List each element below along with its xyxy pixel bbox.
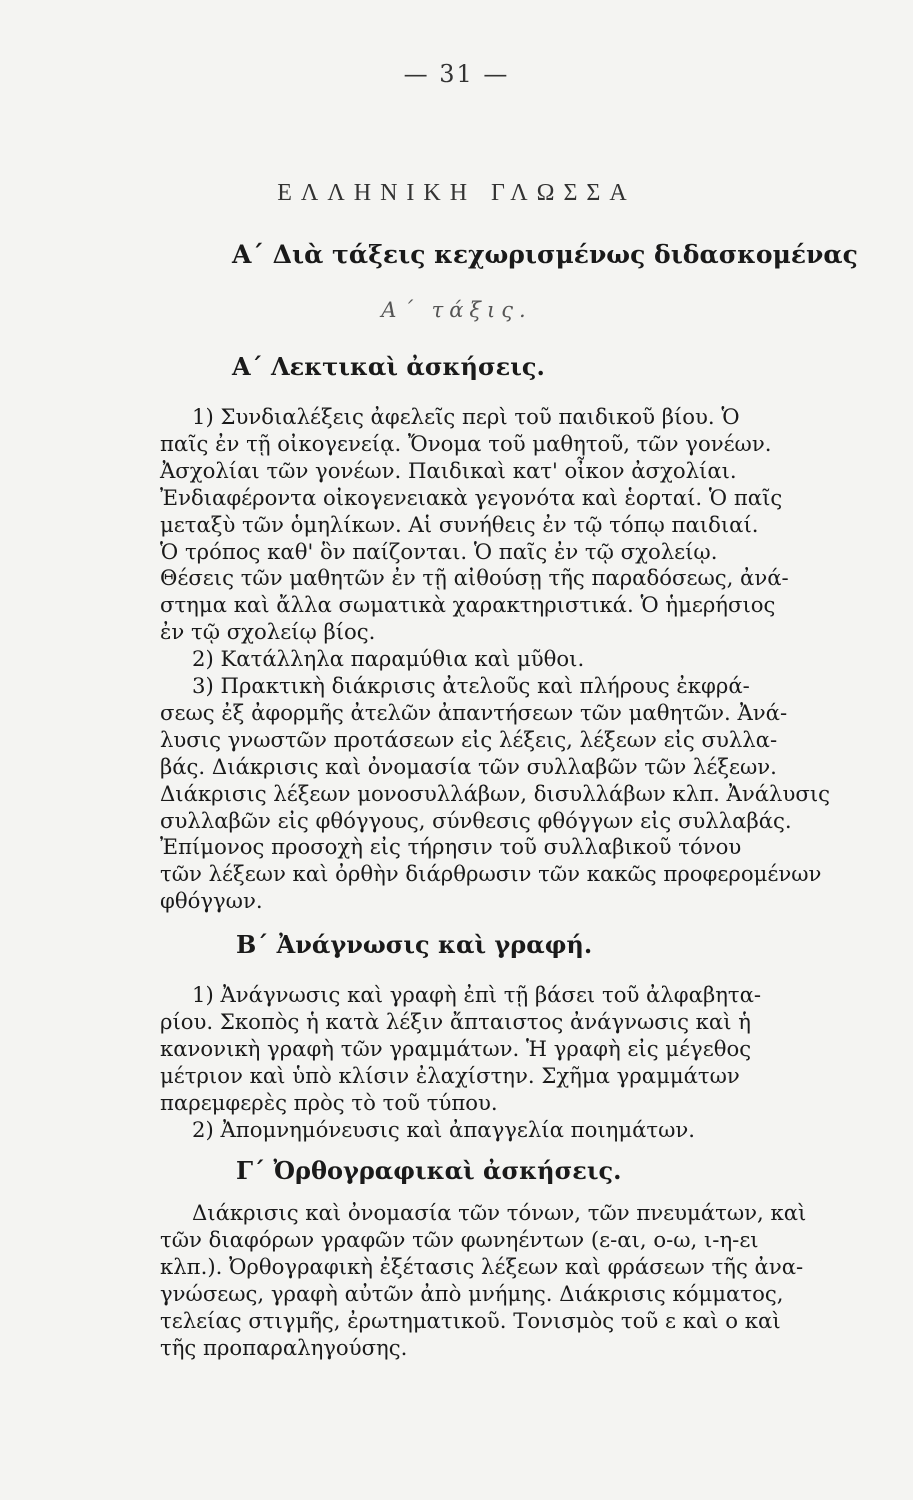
text-line: παρεμφερὲς πρὸς τὸ τοῦ τύπου. bbox=[160, 1089, 498, 1115]
text-line: Ἐνδιαφέροντα οἰκογενειακὰ γεγονότα καὶ ἑορταί. Ὁ παῖς bbox=[160, 484, 783, 510]
section-heading-lexical-exercises: Α΄ Λεκτικαὶ ἀσκήσεις. bbox=[232, 352, 545, 381]
text-line: 2) Κατάλληλα παραμύθια καὶ μῦθοι. bbox=[192, 646, 585, 671]
page-number: — 31 — bbox=[403, 60, 510, 88]
paragraph bbox=[160, 1200, 810, 1361]
text-line: Ἐπίμονος προσοχὴ εἰς τήρησιν τοῦ συλλαβικοῦ τόνου bbox=[160, 834, 742, 860]
text-line: Διάκρισις καὶ ὀνομασία τῶν τόνων, τῶν πνευμάτων, καὶ bbox=[192, 1200, 807, 1225]
class-heading: Α΄ τάξις. bbox=[381, 298, 532, 322]
text-line: 3) Πρακτικὴ διάκρισις ἀτελοῦς καὶ πλήρους ἐκφρά- bbox=[192, 673, 750, 698]
subject-title: ΕΛΛΗΝΙΚΗ ΓΛΩΣΣΑ bbox=[277, 180, 636, 206]
text-line: φθόγγων. bbox=[160, 888, 263, 914]
text-line: Διάκρισις λέξεων μονοσυλλάβων, δισυλλάβων κλπ. Ἀνάλυσις bbox=[160, 780, 830, 806]
text-line: Ἀσχολίαι τῶν γονέων. Παιδικαὶ κατ' οἶκον ἀσχολίαι. bbox=[160, 457, 737, 483]
part-heading: Α΄ Διὰ τάξεις κεχωρισμένως διδασκομένας bbox=[232, 240, 858, 269]
text-line: τῶν λέξεων καὶ ὀρθὴν διάρθρωσιν τῶν κακῶς προφερομένων bbox=[160, 861, 822, 887]
text-line: γνώσεως, γραφὴ αὐτῶν ἀπὸ μνήμης. Διάκρισις κόμματος, bbox=[160, 1280, 784, 1306]
text-line: 1) Συνδιαλέξεις ἀφελεῖς περὶ τοῦ παιδικοῦ βίου. Ὁ bbox=[192, 404, 740, 429]
text-line: Ὁ τρόπος καθ' ὃν παίζονται. Ὁ παῖς ἐν τῷ σχολείῳ. bbox=[160, 538, 718, 564]
text-line: κλπ.). Ὀρθογραφικὴ ἐξέτασις λέξεων καὶ φράσεων τῆς ἀνα- bbox=[160, 1253, 804, 1279]
text-line: τῶν διαφόρων γραφῶν τῶν φωνηέντων (ε-αι, ο-ω, ι-η-ει bbox=[160, 1226, 759, 1252]
paragraph bbox=[160, 982, 810, 1117]
text-line: 1) Ἀνάγνωσις καὶ γραφὴ ἐπὶ τῇ βάσει τοῦ ἀλφαβητα- bbox=[192, 982, 762, 1007]
text-line: μέτριον καὶ ὑπὸ κλίσιν ἐλαχίστην. Σχῆμα γραμμάτων bbox=[160, 1062, 740, 1088]
text-line: τῆς προπαραληγούσης. bbox=[160, 1334, 408, 1360]
text-line: ρίου. Σκοπὸς ἡ κατὰ λέξιν ἄπταιστος ἀνάγνωσις καὶ ἡ bbox=[160, 1008, 751, 1034]
text-line: παῖς ἐν τῇ οἰκογενείᾳ. Ὄνομα τοῦ μαθητοῦ, τῶν γονέων. bbox=[160, 430, 772, 456]
text-line: Θέσεις τῶν μαθητῶν ἐν τῇ αἰθούσῃ τῆς παραδόσεως, ἀνά- bbox=[160, 565, 789, 591]
text-line: κανονικὴ γραφὴ τῶν γραμμάτων. Ἡ γραφὴ εἰς μέγεθος bbox=[160, 1035, 752, 1061]
text-line: σεως ἐξ ἀφορμῆς ἀτελῶν ἀπαντήσεων τῶν μαθητῶν. Ἀνά- bbox=[160, 699, 788, 725]
text-line: λυσις γνωστῶν προτάσεων εἰς λέξεις, λέξεων εἰς συλλα- bbox=[160, 726, 778, 752]
text-line: τελείας στιγμῆς, ἐρωτηματικοῦ. Τονισμὸς τοῦ ε καὶ ο καὶ bbox=[160, 1307, 781, 1333]
paragraph bbox=[160, 404, 810, 646]
paragraph bbox=[160, 1117, 810, 1144]
section-heading-spelling-exercises: Γ΄ Ὀρθογραφικαὶ ἀσκήσεις. bbox=[236, 1156, 622, 1185]
text-line: στημα καὶ ἄλλα σωματικὰ χαρακτηριστικά. Ὁ ἡμερήσιος bbox=[160, 592, 776, 618]
text-line: μεταξὺ τῶν ὁμηλίκων. Αἱ συνήθεις ἐν τῷ τόπῳ παιδιαί. bbox=[160, 511, 759, 537]
text-line: 2) Ἀπομνημόνευσις καὶ ἀπαγγελία ποιημάτων. bbox=[192, 1117, 696, 1142]
paragraph bbox=[160, 673, 830, 915]
paragraph bbox=[160, 646, 810, 673]
text-line: βάς. Διάκρισις καὶ ὀνομασία τῶν συλλαβῶν τῶν λέξεων. bbox=[160, 753, 777, 779]
text-line: ἐν τῷ σχολείῳ βίος. bbox=[160, 619, 376, 645]
section-heading-reading-writing: Β΄ Ἀνάγνωσις καὶ γραφή. bbox=[236, 930, 593, 959]
text-line: συλλαβῶν εἰς φθόγγους, σύνθεσις φθόγγων εἰς συλλαβάς. bbox=[160, 807, 792, 833]
